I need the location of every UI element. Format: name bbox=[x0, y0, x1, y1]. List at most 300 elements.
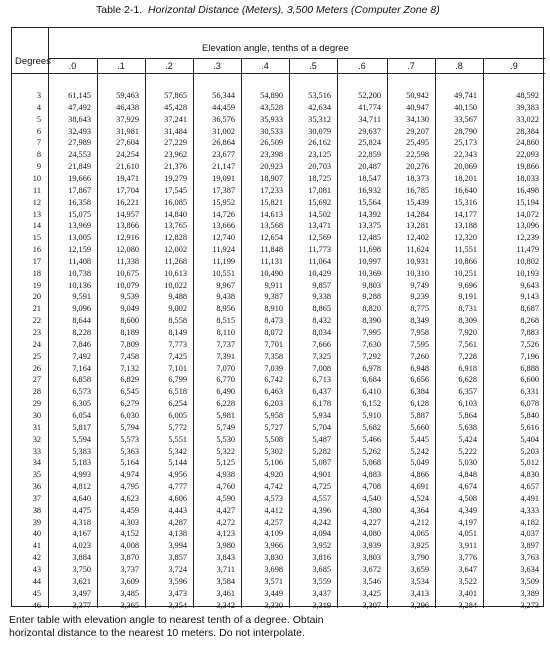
distance-value: 6,888 bbox=[520, 363, 539, 373]
distance-value: 4,708 bbox=[362, 482, 381, 492]
distance-value: 3,584 bbox=[216, 576, 235, 586]
degree-label: 38 bbox=[32, 505, 41, 515]
distance-value: 61,145 bbox=[68, 91, 91, 100]
distance-value: 8,910 bbox=[264, 304, 283, 314]
footnote: Enter table with elevation angle to nearest tenth of a degree. Obtain horizontal distance to the nearest 10 meters. Do not interpolate. bbox=[9, 614, 324, 639]
distance-value: 3,473 bbox=[168, 588, 187, 598]
distance-value: 53,516 bbox=[308, 91, 331, 100]
distance-value: 12,654 bbox=[260, 233, 283, 243]
distance-value: 7,737 bbox=[216, 339, 235, 349]
distance-value: 10,022 bbox=[164, 280, 187, 290]
distance-value: 4,257 bbox=[264, 517, 283, 527]
distance-value: 8,865 bbox=[312, 304, 331, 314]
distance-value: 12,485 bbox=[358, 233, 381, 243]
distance-value: 3,296 bbox=[410, 600, 429, 610]
distance-value: 7,846 bbox=[72, 339, 91, 349]
distance-value: 10,551 bbox=[212, 268, 235, 278]
distance-value: 4,956 bbox=[168, 470, 187, 480]
distance-value: 15,075 bbox=[68, 209, 91, 219]
distance-value: 6,948 bbox=[410, 363, 429, 373]
distance-value: 18,725 bbox=[308, 173, 331, 183]
distance-value: 24,860 bbox=[516, 138, 539, 148]
distance-value: 4,287 bbox=[168, 517, 187, 527]
distance-value: 7,561 bbox=[458, 339, 477, 349]
distance-value: 8,558 bbox=[168, 316, 187, 326]
distance-value: 6,742 bbox=[264, 375, 283, 385]
distance-value: 3,354 bbox=[168, 600, 187, 610]
degree-label: 40 bbox=[32, 529, 41, 539]
distance-value: 13,375 bbox=[358, 221, 381, 231]
distance-value: 11,199 bbox=[212, 256, 235, 266]
distance-value: 5,616 bbox=[520, 422, 539, 432]
distance-value: 12,239 bbox=[516, 233, 539, 243]
distance-value: 20,923 bbox=[260, 162, 283, 172]
distance-value: 8,034 bbox=[312, 328, 331, 337]
distance-value: 15,692 bbox=[308, 197, 331, 207]
degree-label: 45 bbox=[32, 588, 41, 598]
distance-value: 23,677 bbox=[212, 150, 235, 160]
degree-label: 35 bbox=[32, 470, 41, 480]
distance-value: 11,338 bbox=[116, 256, 139, 266]
distance-value: 11,698 bbox=[358, 245, 381, 255]
distance-value: 6,410 bbox=[362, 387, 381, 397]
distance-value: 6,030 bbox=[120, 410, 139, 420]
distance-value: 11,624 bbox=[406, 245, 429, 255]
distance-value: 7,701 bbox=[264, 339, 283, 349]
distance-value: 38,643 bbox=[68, 114, 91, 124]
distance-value: 10,490 bbox=[260, 268, 283, 278]
distance-value: 3,884 bbox=[72, 553, 91, 563]
distance-value: 14,840 bbox=[164, 209, 187, 219]
distance-value: 5,772 bbox=[168, 422, 187, 432]
distance-value: 5,682 bbox=[362, 422, 381, 432]
distance-value: 13,969 bbox=[68, 221, 91, 231]
degree-label: 23 bbox=[32, 328, 41, 337]
distance-value: 15,316 bbox=[454, 197, 477, 207]
distance-value: 3,546 bbox=[362, 576, 381, 586]
column-header: .6 bbox=[358, 61, 366, 71]
distance-value: 5,638 bbox=[458, 422, 477, 432]
distance-value: 9,438 bbox=[216, 292, 235, 302]
distance-value: 10,369 bbox=[358, 268, 381, 278]
distance-value: 4,657 bbox=[520, 482, 539, 492]
distance-value: 5,342 bbox=[168, 446, 187, 456]
table-number: Table 2-1. bbox=[96, 4, 143, 16]
degree-label: 7 bbox=[36, 138, 41, 148]
distance-value: 6,978 bbox=[362, 363, 381, 373]
degree-label: 8 bbox=[36, 150, 41, 160]
degree-label: 42 bbox=[32, 553, 41, 563]
distance-value: 4,691 bbox=[410, 482, 429, 492]
distance-value: 4,475 bbox=[72, 505, 91, 515]
distance-value: 5,794 bbox=[120, 422, 139, 432]
distance-value: 14,177 bbox=[454, 209, 477, 219]
distance-value: 3,621 bbox=[72, 576, 91, 586]
distance-value: 9,857 bbox=[312, 280, 331, 290]
distance-value: 3,634 bbox=[520, 565, 539, 574]
distance-value: 11,131 bbox=[260, 256, 283, 266]
distance-value: 4,138 bbox=[168, 529, 187, 539]
distance-value: 3,647 bbox=[458, 565, 477, 574]
degree-label: 3 bbox=[36, 91, 41, 100]
distance-value: 24,254 bbox=[116, 150, 139, 160]
distance-value: 4,023 bbox=[72, 541, 91, 551]
distance-value: 18,547 bbox=[358, 173, 381, 183]
distance-value: 47,492 bbox=[68, 102, 91, 112]
distance-value: 3,319 bbox=[312, 600, 331, 610]
distance-value: 12,080 bbox=[116, 245, 139, 255]
distance-value: 9,387 bbox=[264, 292, 283, 302]
distance-value: 15,952 bbox=[212, 197, 235, 207]
distance-value: 21,147 bbox=[212, 162, 235, 172]
distance-value: 5,302 bbox=[264, 446, 283, 456]
degree-label: 29 bbox=[32, 399, 41, 409]
distance-value: 3,497 bbox=[72, 588, 91, 598]
distance-value: 15,439 bbox=[406, 197, 429, 207]
distance-value: 6,128 bbox=[410, 399, 429, 409]
distance-value: 4,920 bbox=[264, 470, 283, 480]
degree-label: 41 bbox=[32, 541, 41, 551]
distance-value: 8,644 bbox=[72, 316, 91, 326]
distance-value: 40,947 bbox=[406, 102, 429, 112]
distance-value: 8,149 bbox=[168, 328, 187, 337]
distance-value: 13,281 bbox=[406, 221, 429, 231]
distance-value: 12,402 bbox=[406, 233, 429, 243]
distance-value: 9,488 bbox=[168, 292, 187, 302]
distance-value: 5,383 bbox=[72, 446, 91, 456]
distance-value: 5,222 bbox=[458, 446, 477, 456]
distance-value: 45,428 bbox=[164, 102, 187, 112]
distance-value: 4,590 bbox=[216, 493, 235, 503]
distance-value: 3,870 bbox=[120, 553, 139, 563]
distance-value: 3,803 bbox=[362, 553, 381, 563]
distance-value: 10,193 bbox=[516, 268, 539, 278]
distance-value: 35,312 bbox=[308, 114, 331, 124]
distance-value: 4,901 bbox=[312, 470, 331, 480]
distance-value: 4,725 bbox=[312, 482, 331, 492]
distance-value: 3,307 bbox=[362, 600, 381, 610]
distance-value: 11,551 bbox=[454, 245, 477, 255]
distance-value: 6,254 bbox=[168, 399, 187, 409]
distance-value: 5,981 bbox=[216, 410, 235, 420]
distance-value: 8,228 bbox=[72, 328, 91, 337]
distance-value: 37,241 bbox=[164, 114, 187, 124]
distance-value: 4,167 bbox=[72, 529, 91, 539]
distance-value: 11,064 bbox=[308, 256, 331, 266]
distance-value: 8,390 bbox=[362, 316, 381, 326]
distance-value: 10,429 bbox=[308, 268, 331, 278]
distance-value: 6,713 bbox=[312, 375, 331, 385]
distance-value: 4,008 bbox=[120, 541, 139, 551]
distance-value: 9,049 bbox=[120, 304, 139, 314]
distance-value: 34,711 bbox=[358, 114, 381, 124]
distance-value: 4,459 bbox=[120, 505, 139, 515]
distance-value: 5,125 bbox=[216, 458, 235, 468]
distance-value: 5,322 bbox=[216, 446, 235, 456]
distance-value: 16,358 bbox=[68, 197, 91, 207]
distance-value: 9,002 bbox=[168, 304, 187, 314]
distance-value: 8,268 bbox=[520, 316, 539, 326]
distance-value: 5,242 bbox=[410, 446, 429, 456]
distance-value: 3,534 bbox=[410, 576, 429, 586]
distance-value: 12,740 bbox=[212, 233, 235, 243]
distance-value: 9,591 bbox=[72, 292, 91, 302]
degree-label: 12 bbox=[32, 197, 41, 207]
distance-value: 54,890 bbox=[260, 91, 283, 100]
distance-value: 4,674 bbox=[458, 482, 477, 492]
distance-value: 8,309 bbox=[458, 316, 477, 326]
distance-value: 5,282 bbox=[312, 446, 331, 456]
distance-value: 14,726 bbox=[212, 209, 235, 219]
distance-value: 8,349 bbox=[410, 316, 429, 326]
column-header: .3 bbox=[213, 61, 221, 71]
distance-value: 6,518 bbox=[168, 387, 187, 397]
distance-value: 15,194 bbox=[516, 197, 539, 207]
distance-value: 19,279 bbox=[164, 173, 187, 183]
distance-value: 9,143 bbox=[520, 292, 539, 302]
distance-value: 44,459 bbox=[212, 102, 235, 112]
distance-value: 4,573 bbox=[264, 493, 283, 503]
degree-label: 19 bbox=[32, 280, 41, 290]
distance-value: 19,471 bbox=[116, 173, 139, 183]
distance-value: 25,495 bbox=[406, 138, 429, 148]
distance-value: 4,065 bbox=[410, 529, 429, 539]
degree-label: 32 bbox=[32, 434, 41, 444]
distance-value: 4,640 bbox=[72, 493, 91, 503]
distance-value: 8,956 bbox=[216, 304, 235, 314]
distance-value: 10,251 bbox=[454, 268, 477, 278]
distance-value: 5,068 bbox=[362, 458, 381, 468]
distance-value: 5,727 bbox=[264, 422, 283, 432]
distance-value: 10,079 bbox=[116, 280, 139, 290]
distance-value: 5,660 bbox=[410, 422, 429, 432]
degree-label: 4 bbox=[36, 102, 41, 112]
distance-value: 57,865 bbox=[164, 91, 187, 100]
table-title bbox=[96, 4, 440, 16]
distance-value: 16,085 bbox=[164, 197, 187, 207]
distance-value: 7,666 bbox=[312, 339, 331, 349]
distance-value: 19,666 bbox=[68, 173, 91, 183]
distance-value: 7,773 bbox=[168, 339, 187, 349]
degree-label: 39 bbox=[32, 517, 41, 527]
distance-value: 3,737 bbox=[120, 565, 139, 574]
distance-value: 5,910 bbox=[362, 410, 381, 420]
distance-value: 5,183 bbox=[72, 458, 91, 468]
column-header: .2 bbox=[165, 61, 173, 71]
distance-value: 4,396 bbox=[312, 505, 331, 515]
distance-value: 4,760 bbox=[216, 482, 235, 492]
row-header-label: Degrees bbox=[15, 56, 51, 67]
distance-value: 3,897 bbox=[520, 541, 539, 551]
distance-value: 5,551 bbox=[168, 434, 187, 444]
degree-label: 36 bbox=[32, 482, 41, 492]
distance-value: 11,408 bbox=[68, 256, 91, 266]
distance-value: 5,363 bbox=[120, 446, 139, 456]
distance-value: 59,463 bbox=[116, 91, 139, 100]
distance-value: 6,005 bbox=[168, 410, 187, 420]
distance-value: 3,413 bbox=[410, 588, 429, 598]
distance-value: 26,864 bbox=[212, 138, 235, 148]
distance-value: 3,672 bbox=[362, 565, 381, 574]
distance-value: 9,191 bbox=[458, 292, 477, 302]
distance-value: 13,471 bbox=[308, 221, 331, 231]
distance-value: 10,675 bbox=[116, 268, 139, 278]
distance-value: 4,742 bbox=[264, 482, 283, 492]
distance-value: 3,389 bbox=[520, 588, 539, 598]
distance-value: 4,380 bbox=[362, 505, 381, 515]
distance-value: 6,858 bbox=[72, 375, 91, 385]
distance-value: 17,545 bbox=[164, 185, 187, 195]
degree-label: 14 bbox=[32, 221, 41, 231]
distance-value: 7,526 bbox=[520, 339, 539, 349]
distance-value: 34,130 bbox=[406, 114, 429, 124]
distance-value: 35,933 bbox=[260, 114, 283, 124]
degree-label: 25 bbox=[32, 351, 41, 361]
distance-value: 3,330 bbox=[264, 600, 283, 610]
distance-value: 9,338 bbox=[312, 292, 331, 302]
distance-value: 4,491 bbox=[520, 493, 539, 503]
distance-value: 5,012 bbox=[520, 458, 539, 468]
distance-value: 16,785 bbox=[406, 185, 429, 195]
distance-value: 16,640 bbox=[454, 185, 477, 195]
degree-label: 21 bbox=[32, 304, 41, 314]
distance-value: 5,530 bbox=[216, 434, 235, 444]
distance-value: 16,221 bbox=[116, 197, 139, 207]
distance-value: 9,539 bbox=[120, 292, 139, 302]
distance-value: 4,777 bbox=[168, 482, 187, 492]
distance-value: 26,509 bbox=[260, 138, 283, 148]
degree-label: 15 bbox=[32, 233, 41, 243]
distance-value: 7,008 bbox=[312, 363, 331, 373]
degree-label: 27 bbox=[32, 375, 41, 385]
distance-value: 7,920 bbox=[458, 328, 477, 337]
distance-value: 11,848 bbox=[260, 245, 283, 255]
distance-value: 8,432 bbox=[312, 316, 331, 326]
distance-value: 5,049 bbox=[410, 458, 429, 468]
distance-value: 18,373 bbox=[406, 173, 429, 183]
distance-value: 4,540 bbox=[362, 493, 381, 503]
distance-value: 3,830 bbox=[264, 553, 283, 563]
distance-value: 3,485 bbox=[120, 588, 139, 598]
distance-value: 4,349 bbox=[458, 505, 477, 515]
distance-value: 5,887 bbox=[410, 410, 429, 420]
distance-value: 40,150 bbox=[454, 102, 477, 112]
distance-value: 17,387 bbox=[212, 185, 235, 195]
distance-value: 3,284 bbox=[458, 600, 477, 610]
distance-value: 3,377 bbox=[72, 600, 91, 610]
distance-value: 7,260 bbox=[410, 351, 429, 361]
distance-value: 27,229 bbox=[164, 138, 187, 148]
distance-value: 5,840 bbox=[520, 410, 539, 420]
distance-value: 5,573 bbox=[120, 434, 139, 444]
distance-value: 5,749 bbox=[216, 422, 235, 432]
distance-value: 6,770 bbox=[216, 375, 235, 385]
distance-value: 8,731 bbox=[458, 304, 477, 314]
distance-value: 18,907 bbox=[260, 173, 283, 183]
distance-value: 4,364 bbox=[410, 505, 429, 515]
distance-value: 33,567 bbox=[454, 114, 477, 124]
distance-value: 3,685 bbox=[312, 565, 331, 574]
distance-value: 4,080 bbox=[362, 529, 381, 539]
distance-value: 4,094 bbox=[312, 529, 331, 539]
distance-value: 7,958 bbox=[410, 328, 429, 337]
distance-value: 4,993 bbox=[72, 470, 91, 480]
distance-value: 10,931 bbox=[406, 256, 429, 266]
distance-value: 12,569 bbox=[308, 233, 331, 243]
distance-value: 6,918 bbox=[458, 363, 477, 373]
distance-value: 9,911 bbox=[264, 280, 283, 290]
distance-value: 12,002 bbox=[164, 245, 187, 255]
distance-value: 13,005 bbox=[68, 233, 91, 243]
distance-value: 18,033 bbox=[516, 173, 539, 183]
distance-value: 3,522 bbox=[458, 576, 477, 586]
distance-value: 10,136 bbox=[68, 280, 91, 290]
distance-value: 3,966 bbox=[264, 541, 283, 551]
distance-value: 7,101 bbox=[168, 363, 187, 373]
distance-value: 5,404 bbox=[520, 434, 539, 444]
distance-value: 5,106 bbox=[264, 458, 283, 468]
distance-value: 7,132 bbox=[120, 363, 139, 373]
degree-label: 9 bbox=[36, 162, 41, 172]
distance-value: 8,473 bbox=[264, 316, 283, 326]
distance-value: 3,342 bbox=[216, 600, 235, 610]
distance-value: 7,325 bbox=[312, 351, 331, 361]
distance-value: 4,974 bbox=[120, 470, 139, 480]
distance-value: 6,103 bbox=[458, 399, 477, 409]
distance-value: 31,002 bbox=[212, 126, 235, 136]
distance-value: 20,487 bbox=[358, 162, 381, 172]
distance-value: 4,427 bbox=[216, 505, 235, 515]
distance-value: 4,318 bbox=[72, 517, 91, 527]
distance-value: 5,445 bbox=[410, 434, 429, 444]
distance-value: 4,109 bbox=[264, 529, 283, 539]
distance-value: 4,883 bbox=[362, 470, 381, 480]
distance-value: 7,039 bbox=[264, 363, 283, 373]
distance-value: 8,775 bbox=[410, 304, 429, 314]
distance-value: 11,924 bbox=[212, 245, 235, 255]
distance-value: 4,508 bbox=[458, 493, 477, 503]
distance-value: 29,637 bbox=[358, 126, 381, 136]
distance-value: 7,458 bbox=[120, 351, 139, 361]
distance-value: 6,078 bbox=[520, 399, 539, 409]
distance-value: 8,110 bbox=[216, 328, 235, 337]
degree-label: 26 bbox=[32, 363, 41, 373]
distance-value: 7,070 bbox=[216, 363, 235, 373]
distance-value: 3,571 bbox=[264, 576, 283, 586]
distance-value: 3,609 bbox=[120, 576, 139, 586]
degree-label: 44 bbox=[32, 576, 41, 586]
distance-value: 3,711 bbox=[216, 565, 235, 574]
distance-value: 21,376 bbox=[164, 162, 187, 172]
distance-value: 7,883 bbox=[520, 328, 539, 337]
distance-value: 5,704 bbox=[312, 422, 331, 432]
group-header: Elevation angle, tenths of a degree bbox=[202, 43, 349, 54]
distance-value: 7,391 bbox=[216, 351, 235, 361]
distance-value: 28,790 bbox=[454, 126, 477, 136]
distance-value: 3,980 bbox=[216, 541, 235, 551]
distance-value: 25,173 bbox=[454, 138, 477, 148]
distance-value: 23,398 bbox=[260, 150, 283, 160]
distance-value: 3,365 bbox=[120, 600, 139, 610]
distance-value: 41,774 bbox=[358, 102, 381, 112]
distance-value: 4,606 bbox=[168, 493, 187, 503]
distance-value: 3,911 bbox=[458, 541, 477, 551]
distance-value: 23,962 bbox=[164, 150, 187, 160]
distance-value: 3,724 bbox=[168, 565, 187, 574]
degree-label: 31 bbox=[32, 422, 41, 432]
distance-value: 14,613 bbox=[260, 209, 283, 219]
distance-value: 5,958 bbox=[264, 410, 283, 420]
